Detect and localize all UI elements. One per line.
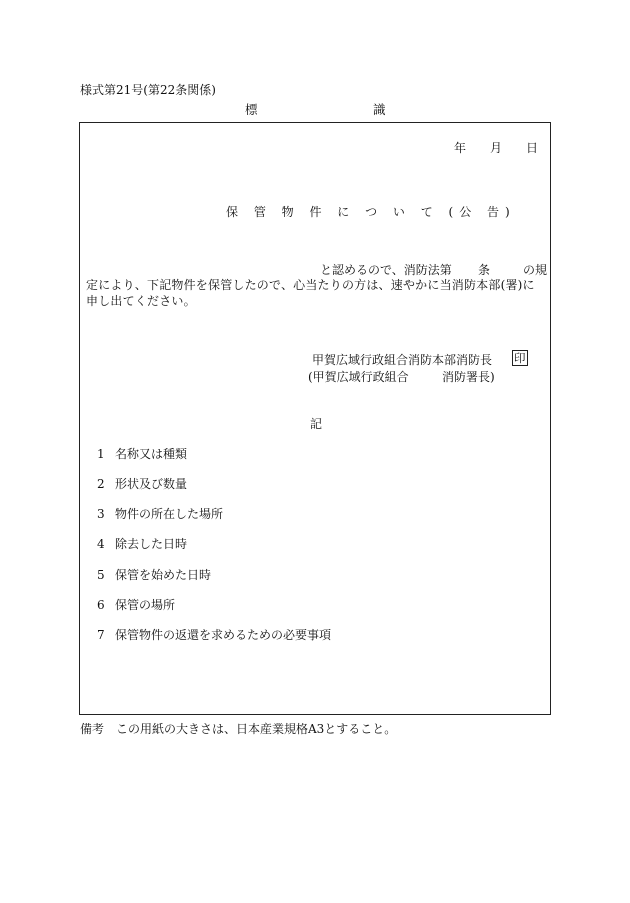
item-number: 7: [97, 628, 105, 642]
remarks-note: 備考 この用紙の大きさは、日本産業規格A3とすること。: [80, 722, 397, 736]
body-line1-c: の規: [523, 263, 548, 277]
body-text: 定により、下記物件を保管したので、心当たりの方は、速やかに当消防本部(署)に申し出てください。: [86, 278, 535, 308]
item-label: 除去した日時: [115, 537, 188, 551]
list-item: [97, 566, 211, 583]
heading-char-2: 識: [373, 102, 386, 117]
item-label: 名称又は種類: [115, 447, 188, 461]
notice-title: 保 管 物 件 に つ い て (公 告): [226, 205, 516, 219]
item-label: 形状及び数量: [115, 477, 188, 491]
item-label: 保管物件の返還を求めるための必要事項: [115, 628, 332, 642]
ki-label: 記: [310, 417, 323, 431]
form-number: 様式第21号(第22条関係): [80, 83, 216, 97]
list-item: [97, 475, 187, 492]
list-item: [97, 535, 187, 552]
date-month: 月: [490, 141, 503, 155]
signature-line2-b: 消防署長): [442, 370, 495, 384]
heading-char-1: 標: [245, 102, 258, 117]
item-number: 5: [97, 568, 105, 582]
list-item: [97, 505, 223, 522]
list-item: [97, 626, 331, 643]
date-day: 日: [526, 141, 539, 155]
list-item: [97, 596, 175, 613]
body-line1-a: と認めるので、消防法第: [320, 263, 452, 277]
item-number: 6: [97, 598, 105, 612]
date-year: 年: [454, 141, 467, 155]
item-label: 保管を始めた日時: [115, 568, 212, 582]
item-label: 物件の所在した場所: [115, 507, 224, 521]
signature-line1: 甲賀広域行政組合消防本部消防長: [312, 353, 493, 367]
signature-line2-a: (甲賀広域行政組合: [308, 370, 409, 384]
notice-frame: [79, 122, 551, 715]
item-number: 2: [97, 477, 105, 491]
item-label: 保管の場所: [115, 598, 176, 612]
seal-mark: 印: [514, 351, 526, 365]
list-item: [97, 445, 187, 462]
body-line1-b: 条: [478, 263, 491, 277]
item-number: 3: [97, 507, 105, 521]
item-number: 4: [97, 537, 105, 551]
date-line: [80, 139, 550, 155]
item-number: 1: [97, 447, 105, 461]
